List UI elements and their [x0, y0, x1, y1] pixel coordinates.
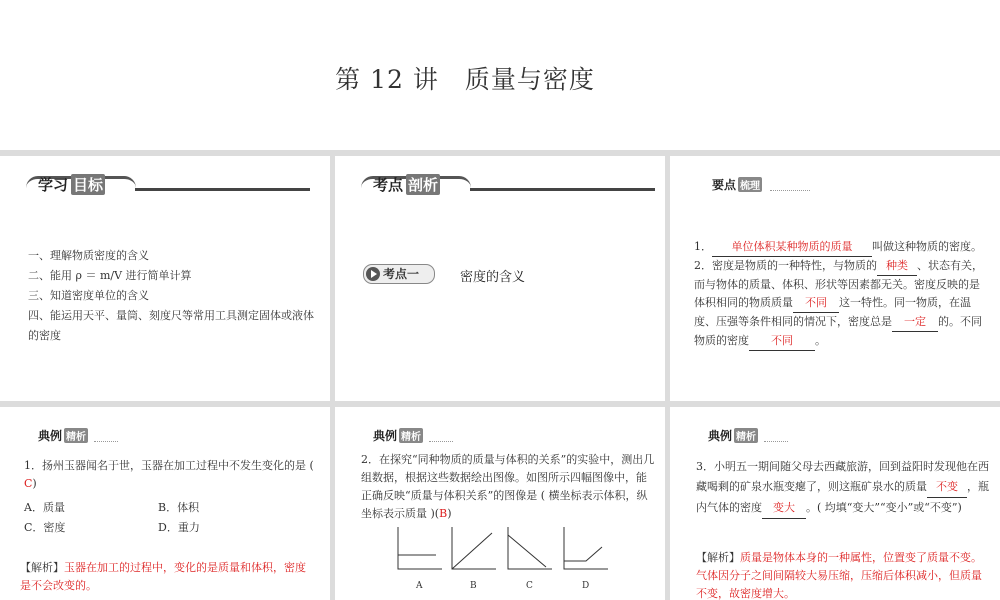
header-dots: [764, 441, 788, 442]
answer-blank: 不变: [927, 477, 967, 498]
answer-blank: 种类: [877, 257, 917, 276]
graph-c-line: [508, 535, 546, 567]
section-header: [712, 176, 762, 193]
key-point-2: [694, 257, 990, 351]
page-title: 第 12 讲 质量与密度: [335, 65, 595, 94]
exam-point-tag: [363, 264, 435, 284]
question-text: 1．扬州玉器闻名于世，玉器在加工过程中不发生变化的是 (: [24, 459, 314, 472]
goal-item: 四、能运用天平、量筒、刻度尺等常用工具测定固体或液体的密度: [28, 309, 314, 342]
panel-exam-points: [335, 156, 665, 401]
header-main-text: 考点: [373, 176, 404, 194]
key-point-1: [694, 238, 990, 257]
text-span: 叫做这种物质的密度。: [872, 240, 982, 253]
header-main-text: 典例: [373, 429, 398, 443]
goal-item: 三、知道密度单位的含义: [28, 289, 149, 302]
option-b: B．体积: [158, 501, 200, 514]
analysis-text: 质量是物体本身的一种属性，位置变了质量不变。气体因分子之间间隔较大易压缩，压缩后体积减小，但质量不变，故密度增大。: [696, 551, 982, 600]
graph-c-axes: [508, 527, 552, 569]
graph-label-a: A: [416, 581, 423, 591]
panel-example-1: [0, 407, 330, 600]
section-header: [373, 427, 423, 444]
section-header: [38, 174, 105, 195]
graph-a-axes: [398, 527, 442, 569]
header-dots: [429, 441, 453, 442]
header-box-text: 目标: [73, 176, 104, 194]
header-box-text: 精析: [399, 428, 423, 443]
answer-blank: 不同: [749, 332, 815, 351]
graph-label-d: D: [582, 581, 590, 591]
text-span: 。: [815, 334, 826, 347]
item-number: 1．: [694, 240, 712, 253]
goal-item: 二、能用 ρ ＝ m/V 进行简单计算: [28, 269, 192, 282]
panel-key-points: [670, 156, 1000, 401]
answer-blank: 一定: [892, 313, 938, 332]
graph-d-line: [564, 547, 602, 569]
section-header: [38, 427, 88, 444]
header-dots: [770, 190, 810, 191]
graph-label-b: B: [470, 581, 477, 591]
header-dots: [94, 441, 118, 442]
text-span: ): [447, 507, 452, 520]
goals-list: [28, 246, 318, 346]
title-area: [0, 0, 1000, 150]
key-points-text: [694, 238, 990, 351]
analysis: [20, 559, 312, 595]
header-box-text: 精析: [734, 428, 758, 443]
header-rule: [135, 188, 310, 191]
analysis-text: 玉器在加工的过程中，变化的是质量和体积，密度是不会改变的。: [20, 561, 306, 592]
analysis-label: 【解析】: [20, 561, 64, 574]
header-box-text: 梳理: [738, 177, 762, 192]
option-a: A．质量: [24, 501, 65, 514]
section-header: [708, 427, 758, 444]
tag-label: 考点一: [383, 267, 420, 281]
text-span: 这一特性。同一物质，在温度、压强等条件相同的情况下，密度总是: [694, 296, 971, 328]
answer-blank: 单位体积某种物质的质量: [712, 238, 872, 257]
header-main-text: 学习: [38, 176, 69, 194]
answer-blank: 不同: [793, 294, 839, 313]
graph-set: [390, 525, 620, 595]
graph-label-c: C: [526, 581, 533, 591]
text-span: 。( 均填“变大”“变小”或“不变”): [806, 501, 962, 514]
text-span: ): [32, 477, 37, 490]
option-d: D．重力: [158, 521, 200, 534]
text-span: ，瓶内气体的密度: [696, 480, 989, 514]
text-span: 的。不同物质的密度: [694, 315, 982, 347]
exam-point-title: 密度的含义: [460, 270, 526, 285]
goal-item: 一、理解物质密度的含义: [28, 249, 149, 262]
header-box-text: 剖析: [408, 176, 439, 194]
header-main-text: 典例: [708, 429, 733, 443]
question-1: [24, 457, 320, 493]
panel-learning-goals: [0, 156, 330, 401]
header-main-text: 典例: [38, 429, 63, 443]
question-3: [696, 457, 990, 519]
header-box-text: 精析: [64, 428, 88, 443]
panel-example-3: [670, 407, 1000, 600]
header-rule: [470, 188, 655, 191]
header-main-text: 要点: [712, 178, 737, 192]
question-text: 2．在探究“同种物质的质量与体积的关系”的实验中，测出几组数据，根据这些数据绘出图像。如图所示四幅图像中，能正确反映“质量与体积关系”的图像是 ( 横坐标表示体积，纵坐标表示质量 )(: [361, 453, 655, 520]
graph-options: [390, 525, 620, 595]
question-2: [361, 451, 655, 523]
play-icon: [366, 267, 380, 281]
answer-blank: 变大: [762, 498, 806, 519]
question-text: 3．小明五一期间随父母去西藏旅游，回到益阳时发现他在西藏喝剩的矿泉水瓶变瘪了，则这瓶矿泉水的质量: [696, 460, 989, 493]
answer-text: C: [24, 477, 33, 490]
panel-example-2: [335, 407, 665, 600]
text-span: 、状态有关，而与物体的质量、体积、形状等因素都无关。密度反映的是体积相同的物质质量: [694, 259, 983, 309]
analysis: [696, 549, 990, 600]
section-header: [373, 174, 440, 195]
answer-text: B: [439, 507, 448, 520]
graph-b-line: [452, 533, 492, 569]
option-c: C．密度: [24, 521, 66, 534]
text-span: 2．密度是物质的一种特性，与物质的: [694, 259, 877, 272]
analysis-label: 【解析】: [696, 551, 740, 564]
